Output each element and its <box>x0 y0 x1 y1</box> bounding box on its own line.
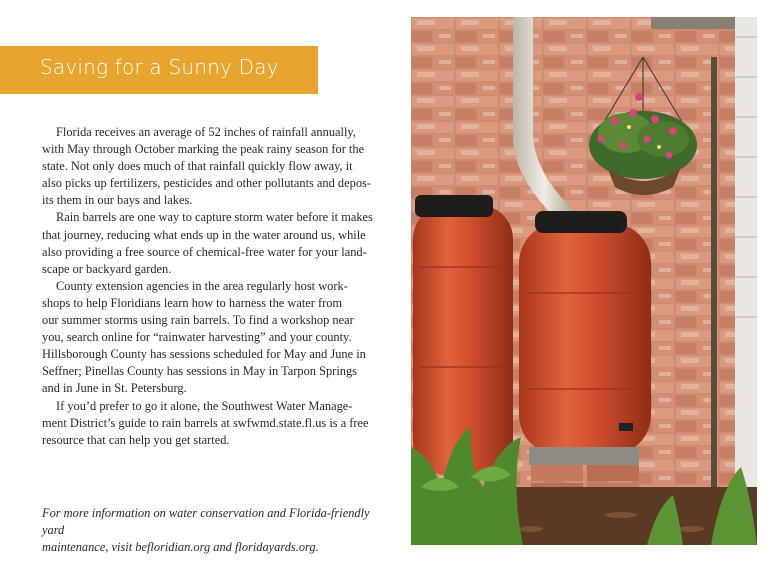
rain-barrel-right <box>519 211 651 455</box>
text-line: with May through October marking the peak rainy season for the <box>42 142 365 157</box>
text-line: also providing a free source of chemical-free water for your land- <box>42 244 367 259</box>
rain-barrel-left <box>413 195 513 475</box>
text-line: Seffner; Pinellas County has sessions in May in Tarpon Springs <box>42 364 357 379</box>
article-paragraph-3 <box>42 278 388 398</box>
text-line: County extension agencies in the area regularly host work- <box>56 278 348 293</box>
text-line: resource that can help you get started. <box>42 432 230 447</box>
footnote-line: maintenance, visit befloridian.org and floridayards.org. <box>42 540 319 555</box>
text-line: ment District’s guide to rain barrels at swfwmd.state.fl.us is a free <box>42 415 369 430</box>
text-line: Florida receives an average of 52 inches of rainfall annually, <box>56 125 356 139</box>
text-line: shops to help Floridians learn how to harness the water from <box>42 295 343 310</box>
text-line: Rain barrels are one way to capture storm water before it makes <box>56 210 373 225</box>
article-footnote <box>42 505 394 556</box>
text-line: and in June in St. Petersburg. <box>42 381 187 396</box>
title-banner <box>0 46 318 94</box>
text-line: If you’d prefer to go it alone, the Southwest Water Manage- <box>56 398 353 413</box>
text-line: Hillsborough County has sessions scheduled for May and June in <box>42 347 366 362</box>
article-paragraph-1 <box>42 124 388 209</box>
footnote-line: For more information on water conservation and Florida-friendly yard <box>42 506 370 538</box>
text-line: you, search online for “rainwater harvesting” and your county. <box>42 330 352 345</box>
pole <box>711 57 717 497</box>
article-paragraph-4 <box>42 398 388 449</box>
text-line: also picks up fertilizers, pesticides and other pollutants and depos- <box>42 176 371 191</box>
rain-barrels-photo <box>411 17 757 545</box>
text-line: its them in our bays and lakes. <box>42 193 193 208</box>
article-paragraph-2 <box>42 209 388 277</box>
window-frame <box>651 17 735 29</box>
text-line: our summer storms using rain barrels. To find a workshop near <box>42 313 354 328</box>
text-line: scape or backyard garden. <box>42 261 172 276</box>
article-body <box>42 124 388 449</box>
text-line: that journey, reducing what ends up in the water around us, while <box>42 227 366 242</box>
siding <box>735 17 757 545</box>
text-line: state. Not only does much of that rainfall quickly flow away, it <box>42 159 353 174</box>
article-title: Saving for a Sunny Day <box>40 55 279 79</box>
